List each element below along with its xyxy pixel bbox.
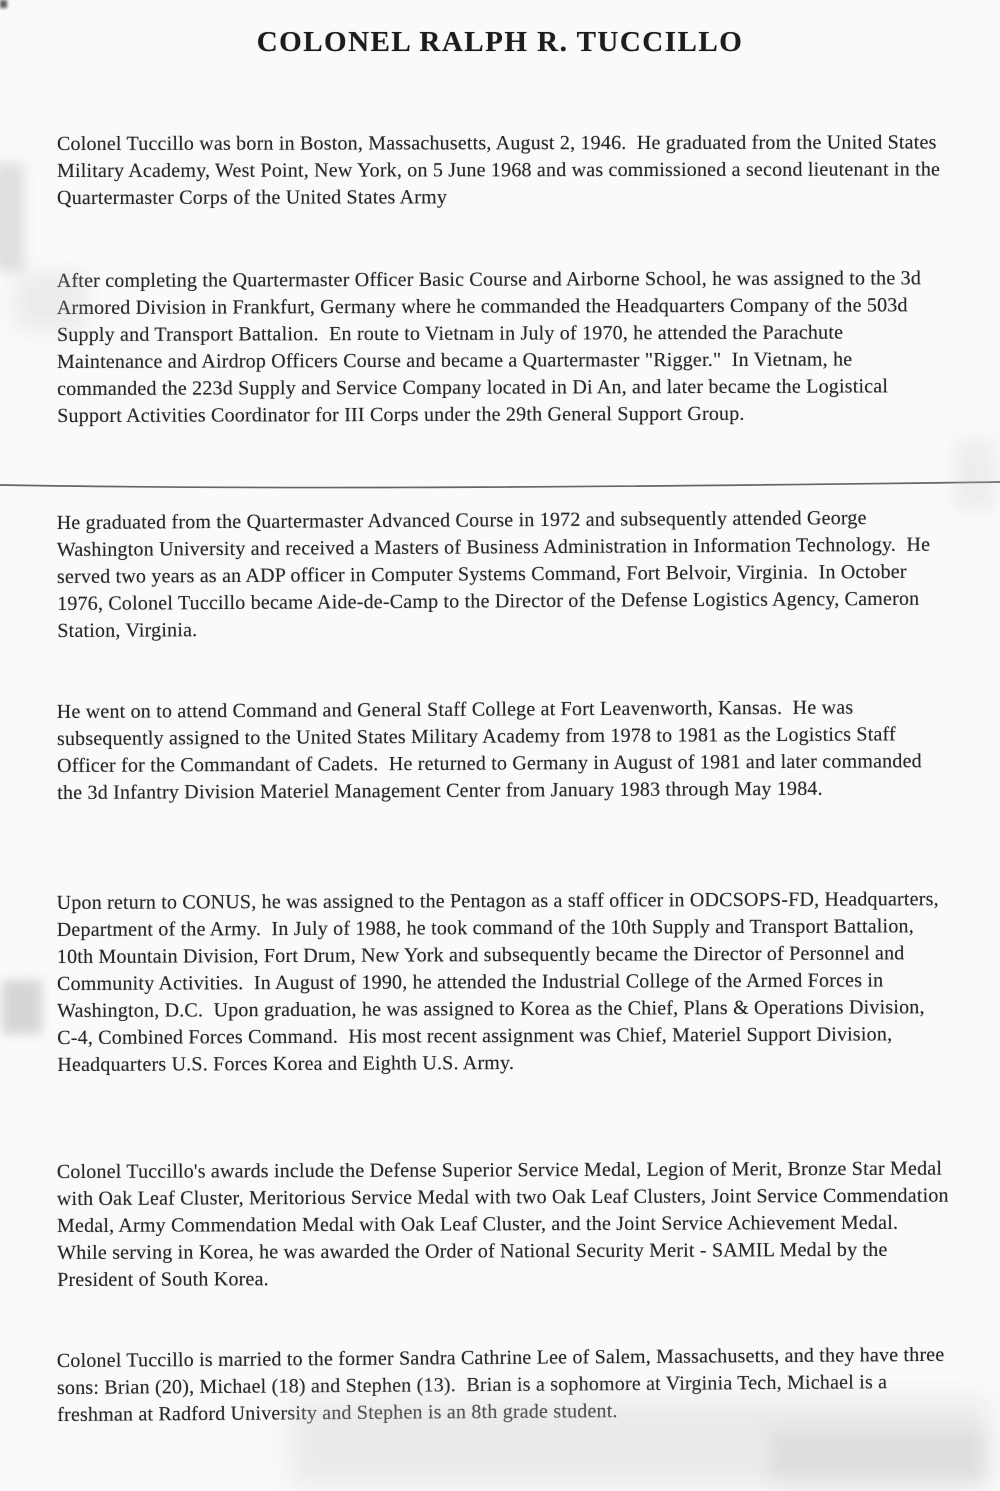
paragraph-family: Colonel Tuccillo is married to the former Sandra Cathrine Lee of Salem, Massachusetts, and they have three sons: Brian (20), Michael (18) and Stephen (13). Brian is a sophomore at Virginia Tech, Michael is a freshman at Radford University and Stephen is an 8th grade student. [56, 1343, 950, 1426]
paragraph-staff-college-germany: He went on to attend Command and General Staff College at Fort Leavenworth, Kansas. He was subsequently assigned to the United States Military Academy from 1978 to 1981 as the Logistics Staff Officer for the Commandant of Cadets. He returned to Germany in August of 1981 and later commanded the 3d Infantry Division Materiel Management Center from January 1983 through May 1984. [56, 696, 928, 804]
scan-corner-mark [0, 0, 7, 8]
paragraph-conus-korea-assignments: Upon return to CONUS, he was assigned to the Pentagon as a staff officer in ODCSOPS-FD, Headquarters, Department of the Army. In July of 1988, he took command of the 10th Supply and Transport Battalion, 10th Mountain Division, Fort Drum, New York and subsequently became the Director of Personnel and Community Activities. In August of 1990, he attended the Industrial College of the Armed Forces in Washington, D.C. Upon graduation, he was assigned to Korea as the Chief, Plans & Operations Division, C-4, Combined Forces Command. His most recent assignment was Chief, Materiel Support Division, Headquarters U.S. Forces Korea and Eighth U.S. Army. [56, 888, 944, 1076]
scan-smudge [2, 980, 42, 1034]
paragraph-birth-and-commission: Colonel Tuccillo was born in Boston, Massachusetts, August 2, 1946. He graduated from the United States Military Academy, West Point, New York, on 5 June 1968 and was commissioned a second lieutenant in the Quartermaster Corps of the United States Army [56, 131, 946, 209]
document-title: COLONEL RALPH R. TUCCILLO [256, 26, 744, 58]
scan-smudge [770, 1430, 985, 1482]
scan-smudge [955, 440, 995, 510]
paragraph-education-1972-1976: He graduated from the Quartermaster Advanced Course in 1972 and subsequently attended George Washington University and received a Masters of Business Administration in Information Technology. He served two years as an ADP officer in Computer Systems Command, Fort Belvoir, Virginia. In October 1976, Colonel Tuccillo became Aide-de-Camp to the Director of the Defense Logistics Agency, Cameron Station, Virginia. [56, 507, 936, 642]
paragraph-early-career-vietnam: After completing the Quartermaster Officer Basic Course and Airborne School, he was assigned to the 3d Armored Division in Frankfurt, Germany where he commanded the Headquarters Company of the 503d Supply and Transport Battalion. En route to Vietnam in July of 1970, he attended the Parachute Maintenance and Airdrop Officers Course and became a Quartermaster "Rigger." In Vietnam, he commanded the 223d Supply and Service Company located in Di An, and later became the Logistical Support Activities Coordinator for III Corps under the 29th General Support Group. [56, 267, 926, 427]
scan-smudge [0, 163, 24, 271]
paragraph-awards: Colonel Tuccillo's awards include the Defense Superior Service Medal, Legion of Merit, Bronze Star Medal with Oak Leaf Cluster, Meritorious Service Medal with two Oak Leaf Clusters, Joint Service Commendation Medal, Army Commendation Medal with Oak Leaf Cluster, and the Joint Service Achievement Medal. While serving in Korea, he was awarded the Order of National Security Merit - SAMIL Medal by the President of South Korea. [56, 1157, 954, 1291]
page-fold-line [0, 479, 1000, 493]
